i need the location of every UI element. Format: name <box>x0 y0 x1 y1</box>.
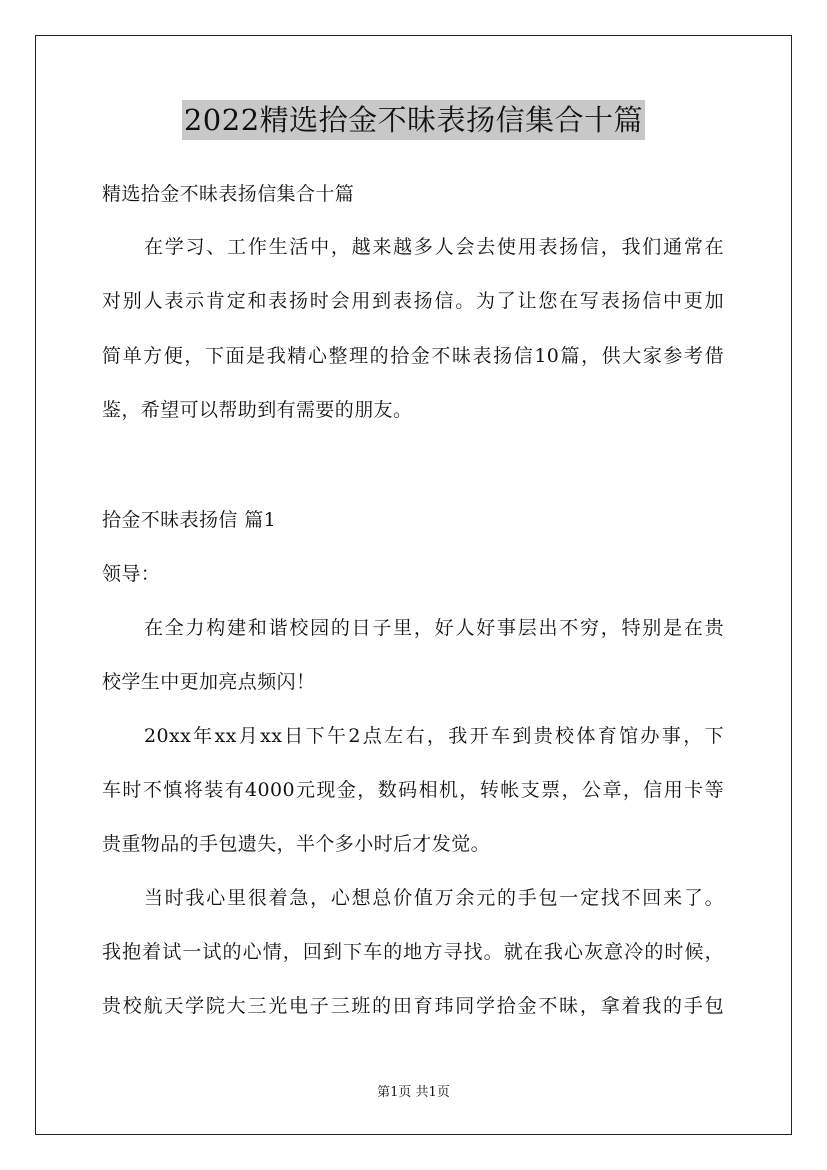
title-container <box>0 100 827 140</box>
body-line-7: 我抱着试一试的心情，回到下车的地方寻找。就在我心灰意冷的时候， <box>102 941 724 963</box>
body-line-6: 当时我心里很着急，心想总价值万余元的手包一定找不回来了。 <box>144 887 724 909</box>
body-line-1: 在全力构建和谐校园的日子里，好人好事层出不穷，特别是在贵 <box>144 617 724 639</box>
section-heading: 拾金不昧表扬信 篇1 <box>102 509 277 531</box>
document-subtitle: 精选拾金不昧表扬信集合十篇 <box>102 183 355 205</box>
body-line-4: 车时不慎将装有4000元现金，数码相机，转帐支票，公章，信用卡等 <box>102 779 724 801</box>
salutation: 领导： <box>102 563 161 585</box>
intro-line-3: 简单方便，下面是我精心整理的拾金不昧表扬信10篇，供大家参考借 <box>102 345 724 367</box>
body-line-3: 20xx年xx月xx日下午2点左右，我开车到贵校体育馆办事，下 <box>144 725 724 747</box>
intro-line-4: 鉴，希望可以帮助到有需要的朋友。 <box>102 399 413 421</box>
document-title: 2022精选拾金不昧表扬信集合十篇 <box>182 100 645 140</box>
body-line-8: 贵校航天学院大三光电子三班的田育玮同学拾金不昧，拿着我的手包 <box>102 995 724 1017</box>
page-footer: 第1页 共1页 <box>377 1085 450 1100</box>
body-line-5: 贵重物品的手包遗失，半个多小时后才发觉。 <box>102 833 491 855</box>
body-line-2: 校学生中更加亮点频闪！ <box>102 671 316 693</box>
intro-line-2: 对别人表示肯定和表扬时会用到表扬信。为了让您在写表扬信中更加 <box>102 290 724 312</box>
intro-line-1: 在学习、工作生活中，越来越多人会去使用表扬信，我们通常在 <box>144 236 724 258</box>
